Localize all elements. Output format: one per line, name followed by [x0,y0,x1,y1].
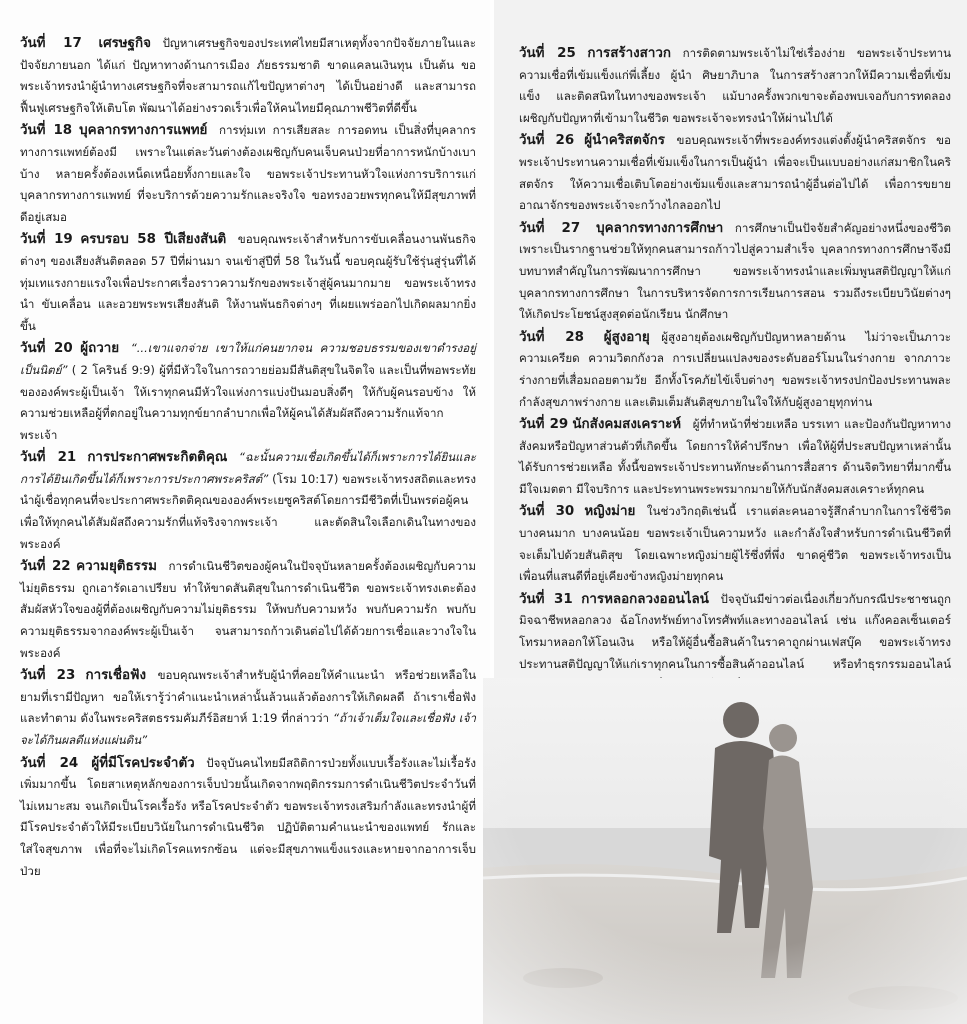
entry-body: การศึกษาเป็นปัจจัยสำคัญอย่างหนึ่งของชีวิต เพราะเป็นรากฐานช่วยให้ทุกคนสามารถก้าวไปสู่ความสำเร็จ บุคลากรทางการศึกษาจึงมีบทบาทสำคัญในการพัฒนาการศึกษา ขอพระเจ้าทรงนำและเพิ่มพูนสติปัญญาให้แก่บุคลากรทางการศึกษา ในการบริหารจัดการการเรียนการสอน รวมถึงระเบียบวินัยต่างๆ ให้เกิดประโยชน์สูงสุดต่อนักเรียน นักศึกษา [519,220,952,322]
entry-title: นักสังคมสงเคราะห์ [572,417,682,433]
entry-day: วันที่ 30 [519,504,575,520]
prayer-entry [20,338,476,446]
entry-body: การดำเนินชีวิตของผู้คนในปัจจุบันหลายครั้งต้องเผชิญกับความไม่ยุติธรรม ถูกเอารัดเอาเปรียบ ทำให้ขาดสันติสุขในการดำเนินชีวิต ขอพระเจ้าทรงเตะต้องสัมผัสหัวใจของผู้ที่ต้องเผชิญกับความไม่ยุติธรรม ให้พบกับความหวัง พบกับความรัก พบกับความยุติธรรมจากองค์พระผู้เป็นเจ้า จนสามารถก้าวเดินต่อไปได้ด้วยการเชื่อและวางใจในพระองค์ [20,559,476,660]
entry-title: เศรษฐกิจ [98,36,151,51]
entry-body: ขอบคุณพระเจ้าที่พระองค์ทรงแต่งตั้งผู้นำคริสตจักร ขอพระเจ้าประทานความเชื่อที่เข้มแข็งในการเป็นผู้นำ เพื่อจะเป็นแบบอย่างแก่สมาชิกในคริสตจักร ให้ความเชื่อเติบโตอย่างเข้มแข็งและสามารถนำผู้อื่นต่อไปได้ เพื่อการขยายอาณาจักรของพระเจ้าจะกว้างไกลออกไป [519,133,951,213]
entry-body: ขอบคุณพระเจ้าสำหรับผู้นำที่คอยให้คำแนะนำ หรือช่วยเหลือในยามที่เรามีปัญหา ขอให้เรารู้ว่าคำแนะนำเหล่านั้นล้วนแล้วต้องการให้เกิดผลดี ถ้าเราเชื่อฟังและทำตาม ดังในพระคริสตธรรมคัมภีร์อิสยาห์ 1:19 ที่กล่าวว่า [20,668,477,726]
entry-body: ปัจจุบันคนไทยมีสถิติการป่วยทั้งแบบเรื้อรังและไม่เรื้อรังเพิ่มมากขึ้น โดยสาเหตุหลักของการเจ็บป่วยนั้นเกิดจากพฤติกรรมการดำเนินชีวิตประจำวันที่ไม่เหมาะสม จนเกิดเป็นโรคเรื้อรัง หรือโรคประจำตัว ขอพระเจ้าทรงเสริมกำลังและทรงนำผู้ที่มีโรคประจำตัวให้มีระเบียบวินัยในการดำเนินชีวิต ปฏิบัติตามคำแนะนำของแพทย์ รักและใส่ใจสุขภาพ เพื่อที่จะไม่เกิดโรคแทรกซ้อน แต่จะมีสุขภาพแข็งแรงและหายจากอาการเจ็บป่วย [20,755,476,878]
entry-title: หญิงม่าย [584,504,636,520]
entry-title: การหลอกลวงออนไลน์ [581,591,709,607]
prayer-entry [20,120,476,228]
prayer-entry [20,229,476,337]
prayer-entry [20,753,476,883]
entry-day: วันที่ 23 [20,668,76,684]
entry-day: วันที่ 26 [519,133,575,149]
left-text-block [20,33,476,883]
prayer-entry [519,327,951,413]
entry-title: ครบรอบ 58 ปีเสียงสันติ [80,232,227,248]
entry-day: วันที่ 22 [20,559,71,575]
entry-title: ผู้นำคริสตจักร [584,133,665,149]
prayer-entry [20,556,476,664]
entry-day: วันที่ 25 [519,46,576,61]
entry-body: (โรม 10:17) ขอพระเจ้าทรงสถิตและทรงนำผู้เชื่อทุกคนที่จะประกาศพระกิตติคุณขององค์พระเยซูคริสต์โดยการมีชีวิตที่เป็นพรต่อผู้คน เพื่อให้ทุกคนได้สัมผัสถึงความรักที่แท้จริงจากพระเจ้า และตัดสินใจเลือกเดินในทางของพระองค์ [20,471,476,551]
entry-title: บุคลากรทางการแพทย์ [79,123,208,139]
entry-day: วันที่ 28 [519,329,584,345]
prayer-entry [519,501,951,587]
entry-quote: “ฉะนั้นความเชื่อเกิดขึ้นได้ก็เพราะการได้ยินและการได้ยินเกิดขึ้นได้ก็เพราะการประกาศพระคริสต์” [20,450,476,486]
prayer-entry [519,218,951,326]
entry-day: วันที่ 27 [519,220,581,236]
prayer-entry [519,130,951,216]
entry-day: วันที่ 29 [519,417,569,433]
entry-title: ผู้ถวาย [80,341,120,357]
entry-day: วันที่ 18 [20,123,73,139]
entry-day: วันที่ 24 [20,755,79,771]
prayer-entry [519,43,951,129]
prayer-entry [519,414,951,500]
right-text-block [519,43,951,698]
entry-quote: “...เขาแจกจ่าย เขาให้แก่คนยากจน ความชอบธรรมของเขาดำรงอยู่เป็นนิตย์” [20,341,477,377]
entry-quote: “ถ้าเจ้าเต็มใจและเชื่อฟัง เจ้าจะได้กินผลดีแห่งแผ่นดิน” [20,711,477,747]
entry-body: ปัจจุบันมีข่าวต่อเนื่องเกี่ยวกับกรณีประชาชนถูกมิจฉาชีพหลอกลวง ฉ้อโกงทรัพย์ทางโทรศัพท์และทางออนไลน์ เช่น แก๊งคอลเซ็นเตอร์โทรมาหลอกให้โอนเงิน หรือให้ผู้อื่นซื้อสินค้าในราคาถูกผ่านเฟสบุ๊ค ขอพระเจ้าทรงประทานสติปัญญาให้แก่เราทุกคนในการซื้อสินค้าออนไลน์ หรือทำธุรกรรมออนไลน์ [519,591,951,671]
entry-body: ( 2 โครินธ์ 9:9) ผู้ที่มีหัวใจในการถวายย่อมมีสันติสุขในจิตใจ และเป็นที่พอพระทัยขององค์พระผู้เป็นเจ้า ให้เราทุกคนมีหัวใจแห่งการแบ่งปันมอบสิ่งดีๆ ให้กับผู้คนรอบข้าง ให้ความช่วยเหลือผู้ที่ตกอยู่ในความทุกข์ยากลำบากเพื่อให้ผู้คนได้สัมผัสถึงความรักแท้จากพระเจ้า [20,362,476,442]
prayer-entry [20,33,476,119]
entry-day: วันที่ 31 [519,591,573,607]
prayer-entry [20,447,476,555]
entry-title: ผู้สูงอายุ [603,329,650,345]
entry-body: ปัญหาเศรษฐกิจของประเทศไทยมีสาเหตุทั้งจากปัจจัยภายในและปัจจัยภายนอก ได้แก่ ปัญหาทางด้านการเมือง ภัยธรรมชาติ ขาดแคลนเงินทุน เป็นต้น ขอพระเจ้าทรงนำผู้นำทางเศรษฐกิจที่จะสามารถแก้ไขปัญหาต่างๆ ได้เป็นอย่างดี และสามารถฟื้นฟูเศรษฐกิจให้เติบโต พัฒนาได้อย่างรวดเร็วเพื่อให้คนไทยมีคุณภาพชีวิตที่ดีขึ้น [20,36,477,115]
entry-body: ในช่วงวิกฤติเช่นนี้ เราแต่ละคนอาจรู้สึกลำบากในการใช้ชีวิต บางคนมาก บางคนน้อย ขอพระเจ้าเป็นความหวัง และกำลังใจสำหรับการดำเนินชีวิตที่จะเต็มไปด้วยสันติสุข โดยเฉพาะหญิงม่ายผู้ไร้ซึ่งที่พึ่ง ขาดคู่ชีวิต ขอพระเจ้าทรงเป็นเพื่อนที่แสนดีที่อยู่เคียงข้างหญิงม่ายทุกคน [519,504,952,584]
entry-body: การติดตามพระเจ้าไม่ใช่เรื่องง่าย ขอพระเจ้าประทานความเชื่อที่เข้มแข็งแก่พี่เลี้ยง ผู้นำ ศิษยาภิบาล ในการสร้างสาวกให้มีความเชื่อที่เข้มแข็ง และติดสนิทในทางของพระเจ้า แม้บางครั้งพวกเขาจะต้องพบเจอกับการทดลอง เผชิญกับปัญหาที่เข้ามาในชีวิต ขอพระเจ้าจะทรงนำให้ผ่านไปได้ [519,46,952,125]
couple-walking-beach-photo [483,678,967,1024]
entry-day: วันที่ 20 [20,341,73,357]
entry-body: ผู้สูงอายุต้องเผชิญกับปัญหาหลายด้าน ไม่ว่าจะเป็นภาวะความเครียด ความวิตกกังวล การเปลี่ยนแปลงของระดับฮอร์โมนในร่างกาย จากภาวะร่างกายที่เสื่อมถอยตามวัย อีกทั้งโรคภัยไข้เจ็บต่างๆ ขอพระเจ้าทรงปกป้องประทานพละกำลังสุขภาพร่างกาย และเติมเต็มสันติสุขภายในใจให้กับผู้สูงอายุทุกท่าน [519,329,951,409]
entry-day: วันที่ 17 [20,36,82,51]
entry-body: การทุ่มเท การเสียสละ การอดทน เป็นสิ่งที่บุคลากรทางการแพทย์ต้องมี เพราะในแต่ละวันต่างต้องเผชิญกับคนเจ็บคนป่วยที่อาการหนักบ้างเบาบ้าง หลายครั้งต้องเหน็ดเหนื่อยทั้งกายและใจ ขอพระเจ้าประทานหัวใจแห่งการบริการแก่บุคลากรทางการแพทย์ ที่จะบริการด้วยความรักและจริงใจ ขอทรงอวยพรทุกคนให้มีสุขภาพที่ดีอยู่เสมอ [20,123,477,224]
entry-title: บุคลากรทางการศึกษา [596,220,724,236]
entry-body: ผู้ที่ทำหน้าที่ช่วยเหลือ บรรเทา และป้องกันปัญหาทางสังคมหรือปัญหาส่วนตัวที่เกิดขึ้น โดยการให้คำปรึกษา เพื่อให้ผู้ที่ประสบปัญหาเหล่านั้นได้รับการช่วยเหลือ ทั้งนี้ขอพระเจ้าประทานทักษะด้านการสื่อสาร ด้านจิตวิทยาที่มากขึ้น มีใจเมตตา มีใจบริการ และประทานพระพรมากมายให้กับนักสังคมสงเคราะห์ทุกคน [519,417,952,496]
entry-body: ขอบคุณพระเจ้าสำหรับการขับเคลื่อนงานพันธกิจต่างๆ ของเสียงสันติตลอด 57 ปีที่ผ่านมา จนเข้าสู่ปีที่ 58 ในวันนี้ ขอบคุณผู้รับใช้รุ่นสู่รุ่นที่ได้ทุ่มเทแรงกายแรงใจเพื่อประกาศเรื่องราวความรักของพระเจ้าสู่ผู้คนมากมาย ขอพระเจ้าทรงนำ ขับเคลื่อน และอวยพระพรเสียงสันติ ให้งานพันธกิจต่างๆ ที่เผยแพร่ออกไปเกิดผลมากยิ่งขึ้น [20,232,477,333]
entry-day: วันที่ 19 [20,232,73,248]
entry-title: การประกาศพระกิตติคุณ [87,450,228,466]
entry-title: ผู้ที่มีโรคประจำตัว [91,755,195,771]
entry-title: ความยุติธรรม [76,559,157,575]
entry-day: วันที่ 21 [20,450,77,466]
entry-title: การเชื่อฟัง [85,668,147,684]
prayer-entry [20,665,476,751]
entry-title: การสร้างสาวก [587,46,671,61]
